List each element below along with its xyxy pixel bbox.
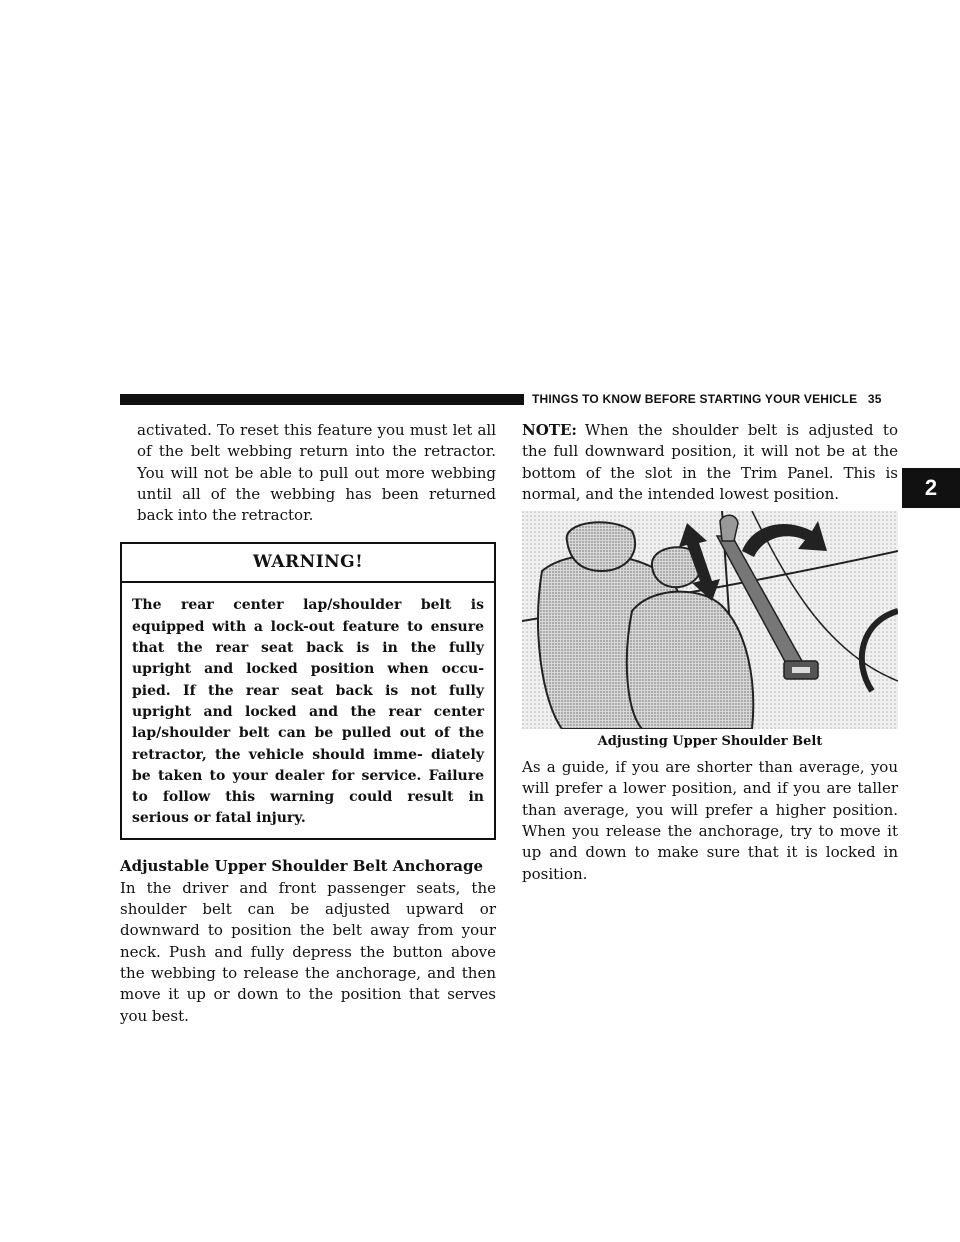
note-paragraph [522,420,898,505]
seat-belt-drawing [522,511,898,729]
figure-caption: Adjusting Upper Shoulder Belt [597,734,823,750]
chapter-tab [902,468,960,508]
left-column [120,420,496,1027]
running-header [532,392,900,406]
intro-paragraph: activated. To reset this feature you must let all of the belt webbing return into the retractor. You will not be able to pull out more webbing until all of the webbing has been returned back into the retractor. [137,421,496,525]
page-number: 35 [867,392,882,406]
guide-paragraph: As a guide, if you are shorter than average, you will prefer a lower position, and if you are taller than average, you will prefer a higher position. When you release the anchorage, try to move it up and down to make sure that it is locked in position. [522,758,898,883]
warning-body: The rear center lap/shoulder belt is equipped with a lock-out feature to ensure that the rear seat back is in the fully upright and locked position when occu- pied. If the rear seat back is not fully upright and locked and the rear center lap/shoulder belt can be pulled out of the retractor, the vehicle should imme- diately be taken to your dealer for service. Failure to follow this warning could result in serious or fatal injury. [132,597,484,827]
header-rule [120,394,524,405]
section-heading: Adjustable Upper Shoulder Belt Anchorage [120,856,484,875]
warning-box [120,542,496,839]
note-text: When the shoulder belt is adjusted to the full downward position, it will not be at the bottom of the slot in the Trim Panel. This is normal, and the intended lowest position. [522,421,898,503]
section-body: In the driver and front passenger seats, the shoulder belt can be adjusted upward or downward to position the belt away from your neck. Push and fully depress the button above the webbing to release the anchorage, and then move it up or down to the position that serves you best. [120,878,496,1025]
chapter-number: 2 [924,475,938,500]
running-title: THINGS TO KNOW BEFORE STARTING YOUR VEHICLE [532,392,858,406]
warning-title: WARNING! [122,544,494,583]
note-label: NOTE: [522,421,577,439]
right-column [522,420,898,885]
shoulder-belt-illustration [522,511,898,729]
